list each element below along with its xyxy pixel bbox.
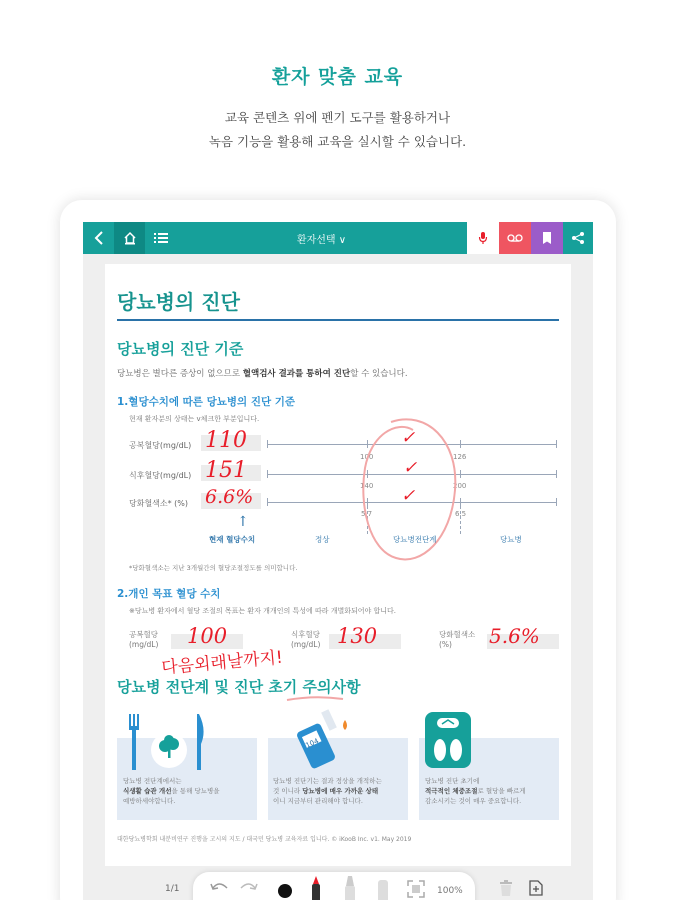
back-button[interactable]	[83, 222, 114, 254]
card-line	[425, 786, 526, 796]
svg-text:104: 104	[304, 736, 320, 750]
mic-button[interactable]	[467, 222, 499, 254]
card-line: 예방하세야합니다.	[123, 797, 176, 805]
eraser-tool[interactable]	[375, 876, 391, 900]
patient-select-area	[176, 231, 467, 246]
goal-label-line: (mg/dL)	[129, 640, 159, 649]
axis-tick	[267, 498, 268, 506]
check-mark: ✓	[401, 428, 416, 448]
undo-button[interactable]	[209, 880, 229, 894]
handwritten-note: 다음외래날까지!	[160, 647, 284, 679]
up-arrow: ↑	[237, 514, 249, 530]
drawing-tools	[193, 872, 475, 900]
card-line: 당뇨병 진단 초기에	[425, 777, 480, 785]
card-line: 이니 지금부터 관리해야 합니다.	[273, 797, 363, 805]
record-icon	[507, 233, 523, 243]
record-button[interactable]	[499, 222, 531, 254]
zone-label: 정상	[315, 535, 330, 544]
row-label: 공복혈당(mg/dL)	[129, 441, 192, 450]
tick-label: 100	[360, 453, 374, 461]
card-bold: 당뇨병에 매우 가까운 상태	[302, 787, 379, 795]
add-page-icon	[529, 880, 543, 896]
bottom-toolbar	[83, 866, 593, 900]
eraser-icon	[375, 876, 391, 900]
mic-icon	[478, 231, 488, 245]
body-text: 당뇨병은 별다른 증상이 없으므로	[117, 369, 243, 379]
document-icon	[541, 231, 553, 245]
goal-label	[129, 630, 158, 650]
check-mark: ✓	[401, 486, 416, 506]
card-line-prefix: 것 이니라	[273, 787, 303, 795]
hero-title: 환자 맞춤 교육	[271, 66, 404, 88]
handwritten-underline	[285, 694, 345, 704]
zone-label: 당뇨병	[500, 535, 522, 544]
body-text: 할 수 있습니다.	[350, 369, 408, 379]
footer-note: 대한당뇨병학회 내분비연구 진행을 고시의 지도 / 대국민 당뇨병 교육자료 입니다. © iKooB Inc. v1. May 2019	[117, 836, 412, 843]
redo-button[interactable]	[239, 880, 259, 894]
instruction-text: 현재 환자분의 상태는 v체크한 부분입니다.	[129, 415, 260, 423]
page-indicator: 1/1	[165, 884, 180, 894]
home-button[interactable]	[114, 222, 145, 254]
card-line	[273, 786, 382, 796]
goal-label	[291, 630, 320, 650]
axis-tick	[556, 498, 557, 506]
glucose-meter-icon	[295, 704, 365, 774]
hero-subtitle-line: 녹음 기능을 활용해 교육을 실시할 수 있습니다.	[208, 134, 467, 149]
highlighter-icon	[343, 876, 357, 900]
card-line-rest: 로 혈당을 빠르게	[477, 787, 526, 795]
axis-tick	[267, 470, 268, 478]
current-value-label: 현재 혈당수치	[209, 535, 256, 544]
tip-card-text	[123, 776, 220, 806]
card-line: 당뇨병 전단계에서는	[123, 777, 182, 785]
axis-tick	[556, 440, 557, 448]
redo-icon	[239, 880, 259, 894]
tick-label: 126	[453, 453, 467, 461]
handwritten-circle	[351, 410, 471, 570]
section-heading: 당뇨병 전단계 및 진단 초기 주의사항	[117, 678, 361, 696]
highlighter-tool[interactable]	[343, 876, 357, 900]
marker-tool[interactable]	[309, 876, 323, 900]
trash-icon	[499, 880, 513, 896]
app-screen	[83, 222, 593, 900]
top-toolbar	[83, 222, 593, 254]
document-button[interactable]	[531, 222, 563, 254]
tick-label: 200	[453, 482, 467, 490]
tip-card-text	[425, 776, 526, 806]
section-heading: 당뇨병의 진단 기준	[117, 340, 244, 358]
handwritten-goal: 100	[187, 624, 228, 648]
goal-label-line: 식후혈당	[291, 630, 320, 639]
trash-button[interactable]	[499, 880, 513, 896]
handwritten-goal: 5.6%	[489, 624, 540, 648]
color-picker-button[interactable]	[277, 883, 293, 899]
goal-label-line: 공복혈당	[129, 630, 158, 639]
body-bold-text: 혈액검사 결과를 통하여 진단	[242, 369, 351, 379]
undo-icon	[209, 880, 229, 894]
share-icon	[571, 231, 585, 245]
axis-tick	[267, 440, 268, 448]
hero-subtitle-line: 교육 콘텐츠 위에 펜기 도구를 활용하거나	[224, 110, 451, 125]
tick-label: 140	[360, 482, 374, 490]
instruction-text: ※당뇨병 환자에서 혈당 조절의 목표는 환자 개개인의 특성에 따라 개별화되어야 합니다.	[129, 607, 397, 615]
footnote: *당화혈색소는 지난 3개월간의 혈당조절정도를 의미합니다.	[129, 564, 298, 572]
card-bold: 적극적인 체중조절	[425, 787, 478, 795]
card-line	[123, 786, 220, 796]
subsection-heading: 1.혈당수치에 따른 당뇨병의 진단 기준	[117, 396, 296, 408]
handwritten-value: 151	[205, 458, 247, 483]
goal-label-line: 당화혈색소	[439, 630, 476, 639]
axis-tick	[556, 470, 557, 478]
check-mark: ✓	[403, 458, 418, 478]
handwritten-value: 110	[205, 428, 247, 453]
title-divider	[117, 319, 559, 321]
document-title: 당뇨병의 진단	[117, 290, 240, 314]
card-line: 당뇨병 진단기는 결과 정상을 개적하는	[273, 777, 382, 785]
fit-screen-button[interactable]	[407, 880, 425, 898]
tick-label: 6.5	[455, 510, 467, 518]
home-icon	[123, 231, 137, 245]
marker-icon	[309, 876, 323, 900]
back-icon	[94, 231, 104, 245]
card-line: 감소시키는 것이 매우 중요합니다.	[425, 797, 522, 805]
list-button[interactable]	[145, 222, 176, 254]
add-page-button[interactable]	[529, 880, 543, 896]
zoom-level: 100%	[437, 886, 463, 896]
tick-label: 5.7	[361, 510, 373, 518]
document-page[interactable]	[105, 264, 571, 866]
subsection-heading: 2.개인 목표 혈당 수치	[117, 588, 221, 600]
goal-label	[439, 630, 475, 650]
tip-card-text	[273, 776, 382, 806]
hero-subtitle	[0, 106, 675, 154]
fit-screen-icon	[407, 880, 425, 898]
row-label: 식후혈당(mg/dL)	[129, 471, 192, 480]
goal-label-line: (mg/dL)	[291, 640, 321, 649]
card-line-rest: 을 통해 당뇨병을	[171, 787, 220, 795]
card-bold: 식생활 습관 개선	[123, 787, 172, 795]
scale-icon	[423, 710, 473, 770]
section-body	[117, 367, 408, 379]
handwritten-goal: 130	[337, 624, 378, 648]
row-label: 당화혈색소* (%)	[129, 499, 189, 508]
zone-label: 당뇨병전단계	[393, 535, 437, 544]
fork-knife-broccoli-icon	[123, 710, 213, 774]
patient-select-dropdown[interactable]: 환자선택 ∨	[296, 234, 347, 246]
list-icon	[154, 232, 168, 244]
share-button[interactable]	[563, 222, 593, 254]
handwritten-value: 6.6%	[205, 486, 254, 508]
goal-label-line: (%)	[439, 640, 452, 649]
pen-color-icon	[277, 883, 293, 899]
